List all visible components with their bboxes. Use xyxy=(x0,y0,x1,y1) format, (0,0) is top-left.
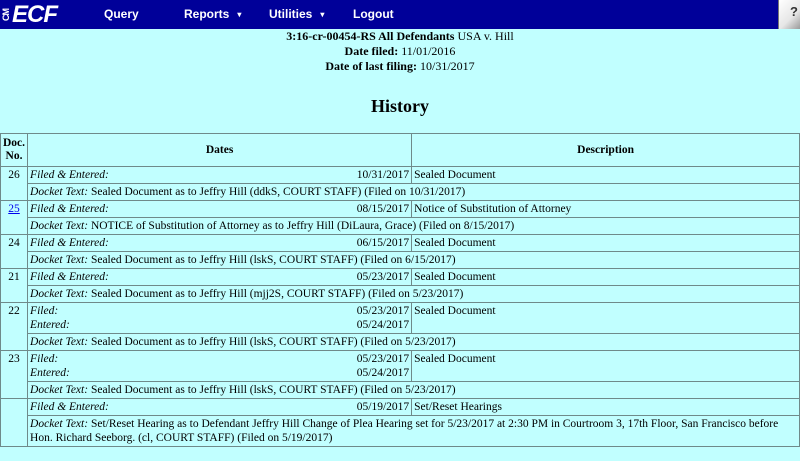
menu-reports[interactable] xyxy=(184,7,241,21)
logo-cm-text: CM xyxy=(1,9,11,21)
docket-history-table xyxy=(0,133,800,447)
docket-text-row xyxy=(1,382,800,399)
description-cell: Set/Reset Hearings xyxy=(412,399,800,416)
date-value: 08/15/2017 xyxy=(356,203,410,215)
menu-logout-label: Logout xyxy=(353,7,394,21)
description-cell: Sealed Document xyxy=(412,351,800,382)
docket-text-row xyxy=(1,252,800,269)
description-cell: Sealed Document xyxy=(412,235,800,252)
docket-text-row xyxy=(1,416,800,447)
docket-text-row xyxy=(1,334,800,351)
date-line xyxy=(30,400,409,414)
last-filing-value: 10/31/2017 xyxy=(419,59,475,73)
docket-text: Sealed Document as to Jeffry Hill (lskS, COURT STAFF) (Filed on 6/15/2017) xyxy=(90,254,456,266)
date-value: 05/23/2017 xyxy=(356,305,410,317)
header-dates: Dates xyxy=(28,133,412,167)
dates-cell xyxy=(28,167,412,184)
docket-text-row xyxy=(1,286,800,303)
date-label: Filed: xyxy=(30,305,59,317)
date-value: 10/31/2017 xyxy=(356,169,410,181)
doc-number: 26 xyxy=(8,169,20,181)
date-line xyxy=(30,236,409,250)
menu-utilities-label: Utilities xyxy=(269,7,313,21)
docket-text-cell xyxy=(28,334,800,351)
chevron-down-icon: ▾ xyxy=(237,10,242,19)
date-label: Filed & Entered: xyxy=(30,203,109,215)
doc-number: 24 xyxy=(8,237,20,249)
date-label: Filed: xyxy=(30,353,59,365)
table-row xyxy=(1,167,800,184)
doc-number-cell xyxy=(1,351,28,399)
description-cell: Sealed Document xyxy=(412,303,800,334)
case-header xyxy=(0,29,800,74)
date-filed-line xyxy=(0,44,800,59)
date-label: Entered: xyxy=(30,367,70,379)
docket-text-label: Docket Text: xyxy=(30,220,89,232)
docket-text-label: Docket Text: xyxy=(30,418,89,430)
date-value: 06/15/2017 xyxy=(356,237,410,249)
date-value: 05/19/2017 xyxy=(356,401,410,413)
dates-cell xyxy=(28,303,412,334)
date-value: 05/24/2017 xyxy=(356,319,410,331)
doc-number-cell xyxy=(1,167,28,201)
case-caption: USA v. Hill xyxy=(457,29,514,43)
description-cell: Sealed Document xyxy=(412,167,800,184)
menu-utilities[interactable] xyxy=(269,7,324,21)
menu-query[interactable] xyxy=(104,7,139,21)
table-row xyxy=(1,201,800,218)
date-value: 05/24/2017 xyxy=(356,367,410,379)
page-title: History xyxy=(371,96,429,116)
header-description: Description xyxy=(412,133,800,167)
docket-text-label: Docket Text: xyxy=(30,336,89,348)
dates-cell xyxy=(28,351,412,382)
table-row xyxy=(1,399,800,416)
docket-text-cell xyxy=(28,382,800,399)
docket-text-row xyxy=(1,218,800,235)
table-row xyxy=(1,351,800,382)
date-line xyxy=(30,352,409,366)
help-corner-button[interactable] xyxy=(778,0,800,29)
last-filing-line xyxy=(0,59,800,74)
docket-text: NOTICE of Substitution of Attorney as to Jeffry Hill (DiLaura, Grace) (Filed on 8/15/2017) xyxy=(90,220,515,232)
table-row xyxy=(1,269,800,286)
date-line xyxy=(30,318,409,332)
date-label: Filed & Entered: xyxy=(30,401,109,413)
top-navigation-bar xyxy=(0,0,800,29)
doc-number-cell xyxy=(1,235,28,269)
table-header-row xyxy=(1,133,800,167)
docket-text: Sealed Document as to Jeffry Hill (lskS, COURT STAFF) (Filed on 5/23/2017) xyxy=(90,384,456,396)
date-filed-label: Date filed: xyxy=(344,44,399,58)
menu-query-label: Query xyxy=(104,7,139,21)
date-line xyxy=(30,202,409,216)
docket-text: Sealed Document as to Jeffry Hill (mjj2S, COURT STAFF) (Filed on 5/23/2017) xyxy=(90,288,464,300)
logo-ecf-text: ECF xyxy=(12,1,57,28)
case-number: 3:16-cr-00454-RS All Defendants xyxy=(286,29,455,43)
chevron-down-icon: ▾ xyxy=(320,10,325,19)
docket-text: Sealed Document as to Jeffry Hill (lskS, COURT STAFF) (Filed on 5/23/2017) xyxy=(90,336,456,348)
menu-reports-label: Reports xyxy=(184,7,230,21)
cmecf-logo[interactable] xyxy=(0,0,64,29)
table-row xyxy=(1,303,800,334)
docket-text-label: Docket Text: xyxy=(30,384,89,396)
docket-text-cell xyxy=(28,252,800,269)
date-value: 05/23/2017 xyxy=(356,271,410,283)
doc-number-cell xyxy=(1,303,28,351)
dates-cell xyxy=(28,201,412,218)
doc-number: 23 xyxy=(8,353,20,365)
docket-text-label: Docket Text: xyxy=(30,254,89,266)
doc-number-cell xyxy=(1,269,28,303)
docket-text-cell xyxy=(28,218,800,235)
docket-text-label: Docket Text: xyxy=(30,186,89,198)
table-row xyxy=(1,235,800,252)
dates-cell xyxy=(28,269,412,286)
date-filed-value: 11/01/2016 xyxy=(401,44,456,58)
docket-text-cell xyxy=(28,416,800,447)
date-line xyxy=(30,366,409,380)
case-title-line xyxy=(0,29,800,44)
header-doc-no: Doc. No. xyxy=(1,133,28,167)
date-line xyxy=(30,270,409,284)
date-line xyxy=(30,168,409,182)
doc-number-cell xyxy=(1,399,28,447)
last-filing-label: Date of last filing: xyxy=(325,59,417,73)
description-cell: Notice of Substitution of Attorney xyxy=(412,201,800,218)
doc-number-cell[interactable] xyxy=(1,201,28,235)
docket-text-label: Docket Text: xyxy=(30,288,89,300)
docket-body xyxy=(1,167,800,447)
date-label: Filed & Entered: xyxy=(30,237,109,249)
help-icon: ? xyxy=(790,4,798,19)
date-label: Entered: xyxy=(30,319,70,331)
doc-number: 21 xyxy=(8,271,20,283)
doc-number: 22 xyxy=(8,305,20,317)
doc-number-link[interactable]: 25 xyxy=(8,203,20,215)
docket-text: Sealed Document as to Jeffry Hill (ddkS, COURT STAFF) (Filed on 10/31/2017) xyxy=(90,186,466,198)
description-cell: Sealed Document xyxy=(412,269,800,286)
docket-text-row xyxy=(1,184,800,201)
docket-text: Set/Reset Hearing as to Defendant Jeffry Hill Change of Plea Hearing set for 5/23/2017 at 2:30 PM in Courtroom 3, 17th Floor, San Francisco before Hon. Richard Seeborg. (cl, COURT STAFF) (Filed on 5/19/2017) xyxy=(30,418,779,444)
date-value: 05/23/2017 xyxy=(356,353,410,365)
date-label: Filed & Entered: xyxy=(30,271,109,283)
docket-text-cell xyxy=(28,286,800,303)
date-line xyxy=(30,304,409,318)
date-label: Filed & Entered: xyxy=(30,169,109,181)
docket-text-cell xyxy=(28,184,800,201)
menu-logout[interactable] xyxy=(353,7,394,21)
dates-cell xyxy=(28,399,412,416)
dates-cell xyxy=(28,235,412,252)
